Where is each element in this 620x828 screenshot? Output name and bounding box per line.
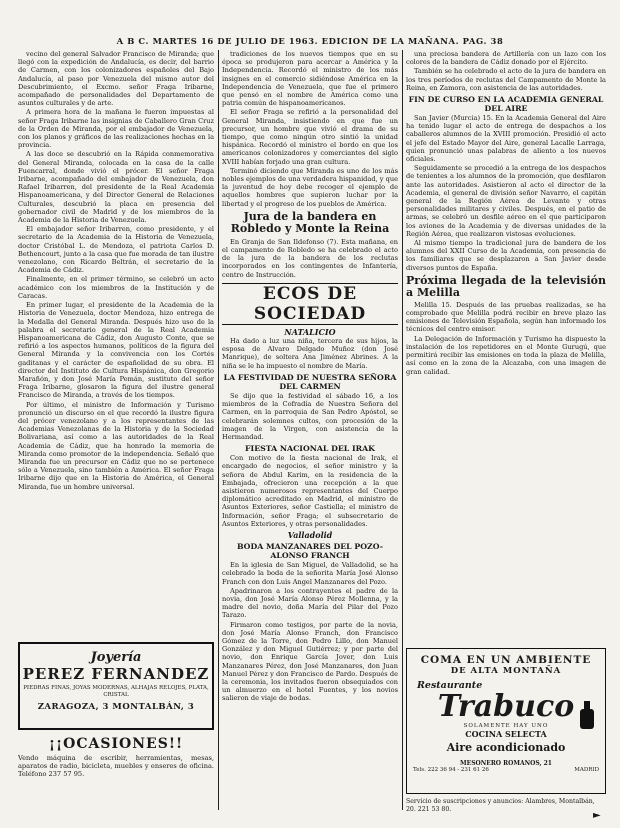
page-header: A B C. MARTES 16 DE JULIO DE 1963. EDICION DE LA MAÑANA. PAG. 38 bbox=[116, 36, 504, 46]
ocasiones-title: ¡¡OCASIONES!! bbox=[48, 736, 184, 752]
trabuco-restaurante: Restaurante bbox=[417, 680, 483, 691]
article-paragraph: Al mismo tiempo la tradicional jura de bandera de los alumnos del XXII Curso de la Academia, con presencia de los familiares que se desplazaron a San Javier desde diversos puntos de España. bbox=[406, 239, 606, 272]
article-paragraph: Melilla 15. Después de las pruebas realizadas, se ha comprobado que Melilla podrá recibir en breve plazo las emisiones de Televisión Española, según han informado los técnicos del centro emisor. bbox=[406, 300, 606, 334]
article-paragraph: Seguidamente se procedió a la entrega de los despachos de tenientes a los alumnos de la promoción, que desfilaron ante las autoridades. Asistieron al acto el director de la Academia, el general de división señor Navarro, el capitán general de la Región Aérea de Levante y otras personalidades militares y civiles. Después, en el patio de armas, se celebró un desfile aéreo en el que participaron los aviones de la Academia y de diversas unidades de la Región Aérea, que realizaron vistosas evoluciones. bbox=[406, 164, 606, 238]
trabuco-phone: Tels. 222 36 94 - 231 61 26 bbox=[413, 767, 489, 773]
article-paragraph: Ha dado a luz una niña, tercera de sus hijos, la esposa de Alvaro Delgado Muñoz (don José Manrique), de soltera Ana Jiménez Abrines. A la niña se le ha impuesto el nombre de María. bbox=[222, 337, 398, 370]
subscription-notice: Servicio de suscripciones y anuncios: Alambres, Montalbán, 20. 221 53 80. bbox=[406, 798, 595, 813]
article-paragraph: Terminó diciendo que Miranda es uno de los más nobles ejemplos de una verdadera hispanidad, y que la juventud de hoy debe recoger el ejemplo de aquellos hombres que supieron luchar por la libertad y el progreso de los pueblos de América. bbox=[222, 166, 398, 208]
subhead-irak: FIESTA NACIONAL DEL IRAK bbox=[245, 444, 375, 454]
joyeria-label: Joyería bbox=[90, 650, 142, 665]
section-title-ecos: ECOS DE SOCIEDAD bbox=[222, 283, 398, 325]
article-paragraph: El señor Fraga se refirió a la personalidad del General Miranda, insistiendo en que fue un precursor, un hombre que vivió el drama de su tiempo, que como ningún otro sintió la unidad hispánica. Recordó el ministro el bordo en que los americanos colonizadores y comerciantes del siglo XVIII habían forjado una gran cultura. bbox=[222, 108, 398, 166]
trabuco-aire: Aire acondicionado bbox=[446, 741, 566, 754]
trabuco-title-1: COMA EN UN AMBIENTE bbox=[420, 654, 592, 666]
trabuco-title-2: DE ALTA MONTAÑA bbox=[450, 666, 562, 676]
trabuco-contact bbox=[407, 767, 605, 773]
article-paragraph: Finalmente, en el primer término, se celebró un acto académico con los miembros de la Institución y de Caracas. bbox=[18, 275, 214, 300]
joyeria-products: PIEDRAS FINAS, JOYAS MODERNAS, ALHAJAS RELOJES, PLATA, CRISTAL bbox=[23, 685, 209, 698]
column-2 bbox=[222, 50, 398, 810]
trabuco-name: Trabuco bbox=[437, 689, 575, 724]
trabuco-tagline: SOLAMENTE HAY UNO bbox=[463, 723, 549, 729]
subhead-carmen: LA FESTIVIDAD DE NUESTRA SEÑORA DEL CARMEN bbox=[223, 372, 397, 391]
trabuco-address: MESONERO ROMANOS, 21 bbox=[459, 760, 552, 767]
trabuco-city: MADRID bbox=[574, 767, 599, 773]
article-paragraph: una preciosa bandera de Artillería con un lazo con los colores de la bandera de Cádiz donado por el Ejército. bbox=[406, 50, 606, 67]
article-paragraph: En Granja de San Ildefonso (7). Esta mañana, en el campamento de Robledo se ha celebrado el acto de la jura de la bandera de los reclutas incorporados en los contingentes de Infantería, centro de Instrucción. bbox=[222, 237, 398, 279]
trabuco-cocina: COCINA SELECTA bbox=[465, 729, 547, 739]
trabuco-bottle-icon bbox=[577, 701, 597, 729]
article-paragraph: Apadrinaron a los contrayentes el padre de la novia, don José María Alonso Pérez Mollenna, y la madre del novio, doña María del Pilar del Pozo Tarazo. bbox=[222, 586, 398, 620]
column-1 bbox=[18, 50, 214, 638]
continue-arrow-icon: ► bbox=[593, 810, 601, 821]
article-paragraph: tradiciones de los nuevos tiempos que en su época se produjeron para acercar a América y la Independencia. Recordó el ministro de los más insignes en el comercio sidiéndose América en la Independencia de Venezuela, que fue el primero que pensó en el nombre de América como una patria común de hispanoamericanos. bbox=[222, 50, 398, 108]
article-paragraph: Se dijo que la festividad el sábado 16, a los miembros de la Cofradía de Nuestra Señora del Carmen, en la parroquia de San Pedro Apóstol, se celebrarán solemnes cultos, con procesión de la imagen de la Virgen, con asistencia de la Hermandad. bbox=[222, 391, 398, 441]
article-paragraph: En la iglesia de San Miguel, de Valladolid, se ha celebrado la boda de la señorita María José Alonso Franch con don Luis Angel Manzanares del Pozo. bbox=[222, 561, 398, 586]
joyeria-ad bbox=[18, 642, 214, 730]
article-paragraph: Por último, el ministro de Información y Turismo pronunció un discurso en el que recordó la ilustre figura del prócer venezolano y a los representantes de las Academias Venezolanas de la Historia y de la Sociedad Bolivariana, así como a las autoridades de la Real Academia de Cádiz, que ha honrado la memoria de Miranda como promotor de la independencia. Señaló que Miranda fue un precursor en Cádiz que no se pertenece sólo a Venezuela, sino también a América. El señor Fraga Iribarne dijo que en la Historia de América, el General Miranda, fue un hombre universal. bbox=[18, 400, 214, 491]
joyeria-name: PEREZ FERNANDEZ bbox=[22, 665, 210, 683]
article-paragraph: También se ha celebrado el acto de la jura de bandera en los tres períodos de reclutas del Campamento de Monte la Reina, en Zamora, con asistencia de las autoridades. bbox=[406, 67, 606, 92]
article-paragraph: A las doce se descubrió en la Rápida conmemorativa del General Miranda, colocada en la casa de la calle Fuencarral, donde vivió el prócer. El señor Fraga Iribarne, acompañado del embajador de Venezuela, don Rafael Iribarren, del presidente de la Real Academia Hispanoamericana, y del Director General de Relaciones Culturales, descubrió la placa en presencia del gobernador civil de Madrid y de los miembros de la Academia de la Historia de Venezuela. bbox=[18, 150, 214, 225]
ocasiones-text: Vendo máquina de escribir, herramientas, mesas, aparatos de radio, bicicleta, muebles y enseres de oficina. Teléfono 237 57 95. bbox=[18, 754, 214, 778]
subhead-valladolid: Valladolid bbox=[287, 529, 333, 540]
headline-academia: FIN DE CURSO EN LA ACADEMIA GENERAL DEL AIRE bbox=[408, 95, 604, 114]
headline-television: Próxima llegada de la televisión a Melilla bbox=[406, 273, 606, 299]
article-paragraph: En primer lugar, el presidente de la Academia de la Historia de Venezuela, doctor Mendoza, hizo entrega de la Medalla del General Miranda. Después hizo uso de la palabra el secretario general de la Real Academia Hispanoamericana de Cádiz, don Augusto Conte, que se refirió a los aspectos humanos, políticos de la figura del General Miranda y la convivencia con los Cortés gaditanas y el carácter de españolidad de su obra. El director del Instituto de Cultura Hispánica, don Gregorio Marañón, y don José María Pemán, sustituto del señor Fraga Iribarne, glosaron la figura del ilustre general Francisco de Miranda, a través de los tiempos. bbox=[18, 301, 214, 400]
joyeria-address: ZARAGOZA, 3 MONTALBÁN, 3 bbox=[37, 702, 195, 713]
article-paragraph: Firmaron como testigos, por parte de la novia, don José María Alonso Franch, don Francisco Gómez de la Torre, don Pedro Lillo, don Manuel González y don Miguel Gutiérrez; y por parte del novio, don Enrique García Jover, don Luis Manzanares Pérez, don José Manzanares, don Juan Manuel Pérez y don Francisco de Pardo. Después de la ceremonia, los invitados fueron obsequiados con un almuerzo en el hotel Fuentes, y los novios salieron de viaje de bodas. bbox=[222, 620, 398, 703]
subhead-boda: BODA MANZANARES DEL POZO-ALONSO FRANCH bbox=[236, 542, 384, 561]
trabuco-ad bbox=[406, 648, 606, 794]
article-paragraph: La Delegación de Información y Turismo ha dispuesto la instalación de los repetidores en el Monte Gurugú, que permitirá recibir las emisiones en toda la plaza de Melilla, así como en la zona de la Alcazaba, con una imagen de gran calidad. bbox=[406, 334, 606, 376]
headline-jura: Jura de la bandera en Robledo y Monte la Reina bbox=[230, 209, 390, 235]
article-paragraph: vecino del general Salvador Francisco de Miranda; que llegó con la expedición de Andalucía, es decir, del barrio de Carmen, con los colonizadores españoles del Bajo Andalucía, al paso por Venezuela del mismo autor del Descubrimiento, el Excmo. señor Fraga Iribarne, acompañado de personalidades del Departamento de asuntos culturales y de arte. bbox=[18, 50, 214, 108]
column-3 bbox=[406, 50, 606, 642]
article-paragraph: El embajador señor Iribarren, como presidente, y el secretario de la Academia de la Historia de Venezuela, doctor Cristóbal L. de Mendoza, el patriota Carlos D. Bethencourt, junto a la casa que fue morada de tan ilustre venezolano, con Ricardo Beltrán, el secretario de la Academia de Cádiz. bbox=[18, 225, 214, 275]
article-paragraph: Con motivo de la fiesta nacional de Irak, el encargado de negocios, el señor ministro y la señora de Abdul Karim, en la residencia de la Embajada, ofrecieron una recepción a la que asistieron numerosos representantes del Cuerpo diplomático acreditado en Madrid, el ministro de Asuntos Exteriores, señor Castiella; el ministro de Información, señor Fraga; el subsecretario de Asuntos Exteriores, y otras personalidades. bbox=[222, 454, 398, 528]
ocasiones-ad bbox=[18, 736, 214, 778]
column-rule-1 bbox=[218, 50, 219, 810]
article-paragraph: San Javier (Murcia) 15. En la Academia General del Aire ha tenido lugar el acto de entrega de despachos a los caballeros alumnos de la XVIII promoción. Presidió el acto el jefe del Estado Mayor del Aire, general Lacalle Larraga, quien pronunció unas palabras de aliento a los nuevos oficiales. bbox=[406, 114, 606, 164]
column-rule-2 bbox=[402, 50, 403, 810]
article-paragraph: A primera hora de la mañana le fueron impuestas al señor Fraga Iribarne las insignias de Caballero Gran Cruz de la Orden de Miranda, por el embajador de Venezuela, con los planos y gráficos de las realizaciones hechas en la provincia. bbox=[18, 108, 214, 150]
subhead-natalicio: NATALICIO bbox=[284, 326, 336, 337]
